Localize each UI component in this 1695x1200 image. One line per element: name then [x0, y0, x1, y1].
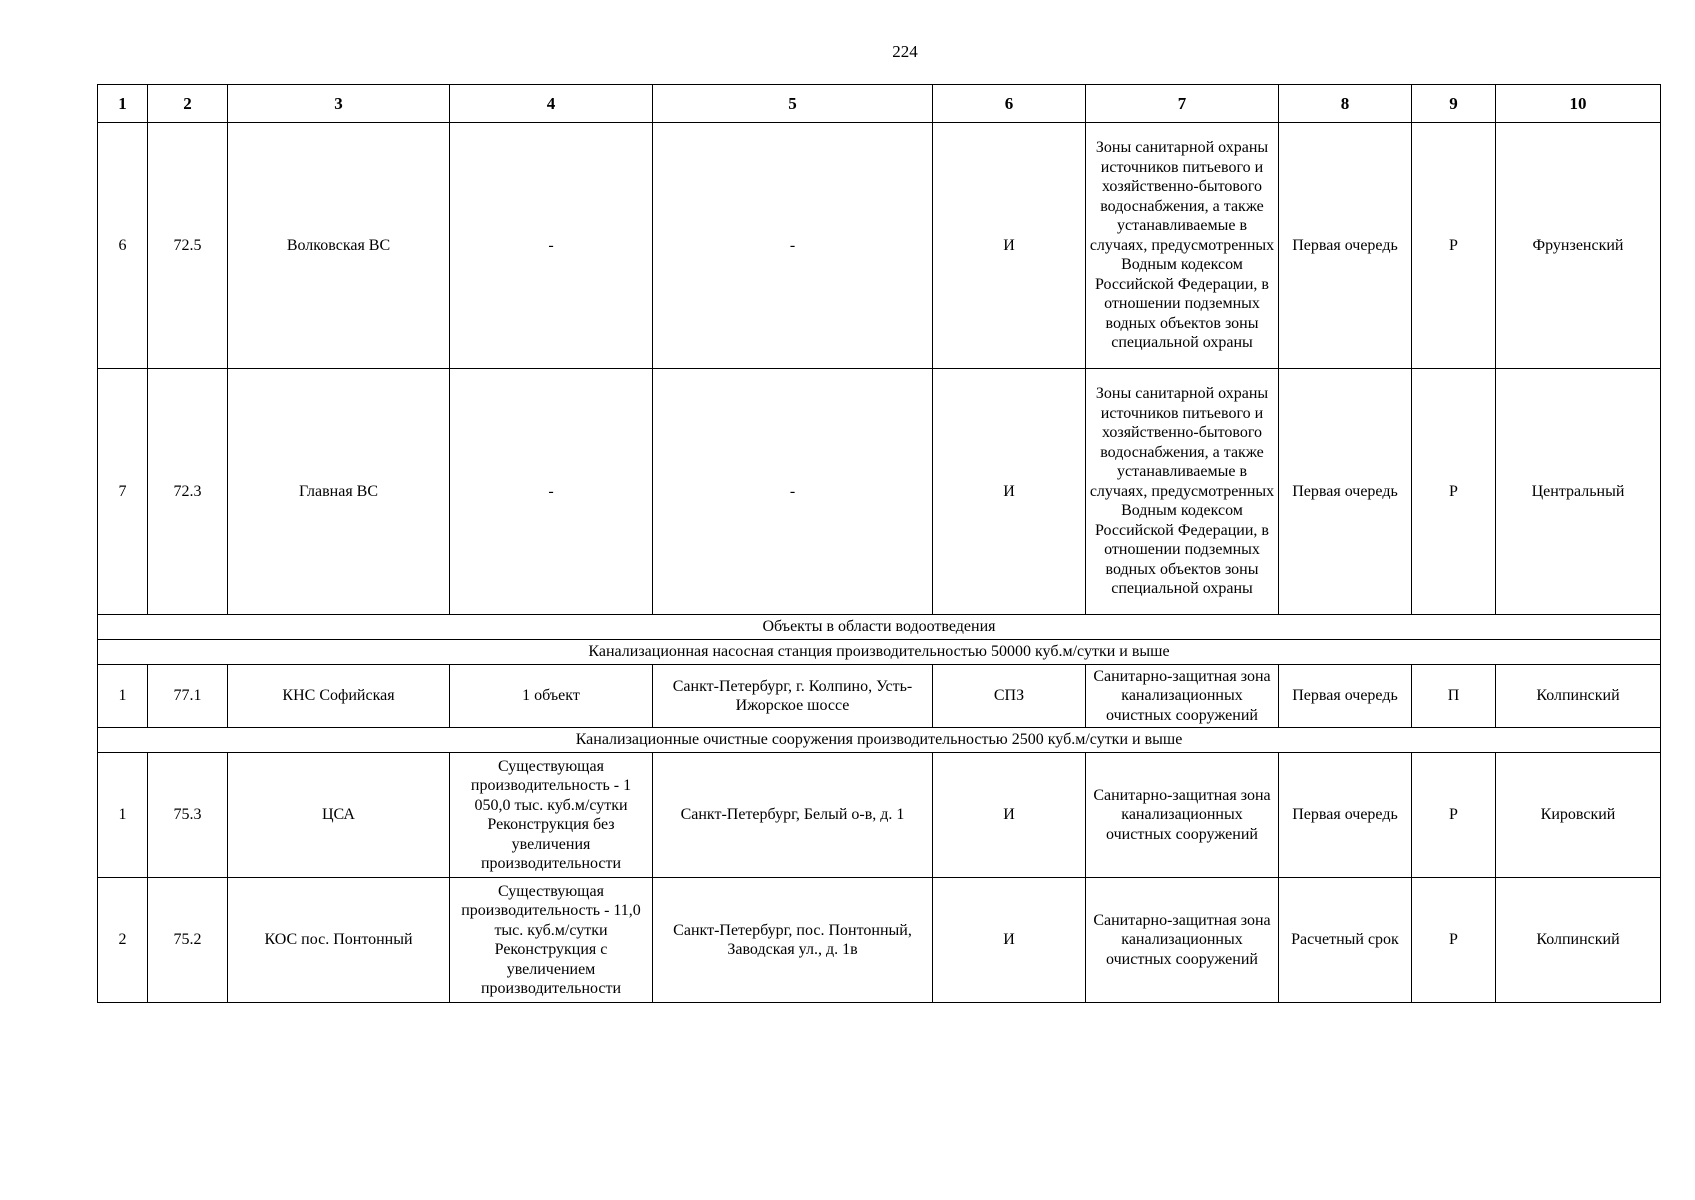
header-cell: 6 — [933, 85, 1086, 123]
row-number: 1 — [98, 753, 148, 878]
subsection-row — [98, 728, 1661, 753]
capacity: Существующая производительность - 11,0 тыс. куб.м/сутки Реконструкция с увеличением производительности — [450, 878, 653, 1003]
stage: Расчетный срок — [1279, 878, 1412, 1003]
object-name: ЦСА — [228, 753, 450, 878]
status: СПЗ — [933, 665, 1086, 728]
object-code: 77.1 — [148, 665, 228, 728]
status: И — [933, 369, 1086, 615]
row-number: 6 — [98, 123, 148, 369]
zone-description: Зоны санитарной охраны источников питьевого и хозяйственно-бытового водоснабжения, а также устанавливаемые в случаях, предусмотренных Водным кодексом Российской Федерации, в отношении подземных водных объектов зоны специальной охраны — [1086, 123, 1279, 369]
header-cell: 8 — [1279, 85, 1412, 123]
status: И — [933, 878, 1086, 1003]
subsection-row — [98, 640, 1661, 665]
level: П — [1412, 665, 1496, 728]
capacity: - — [450, 369, 653, 615]
object-name: КОС пос. Понтонный — [228, 878, 450, 1003]
location: Санкт-Петербург, г. Колпино, Усть-Ижорское шоссе — [653, 665, 933, 728]
section-title: Объекты в области водоотведения — [98, 615, 1661, 640]
header-cell: 4 — [450, 85, 653, 123]
zone-description: Санитарно-защитная зона канализационных очистных сооружений — [1086, 878, 1279, 1003]
object-code: 72.3 — [148, 369, 228, 615]
object-name: Главная ВС — [228, 369, 450, 615]
row-number: 2 — [98, 878, 148, 1003]
status: И — [933, 123, 1086, 369]
level: Р — [1412, 123, 1496, 369]
object-code: 75.3 — [148, 753, 228, 878]
table-row — [98, 123, 1661, 369]
objects-table — [97, 84, 1661, 1003]
subsection-title: Канализационные очистные сооружения производительностью 2500 куб.м/сутки и выше — [98, 728, 1661, 753]
row-number: 1 — [98, 665, 148, 728]
header-row — [98, 85, 1661, 123]
header-cell: 7 — [1086, 85, 1279, 123]
table-row — [98, 878, 1661, 1003]
district: Кировский — [1496, 753, 1661, 878]
district: Колпинский — [1496, 665, 1661, 728]
location: Санкт-Петербург, пос. Понтонный, Заводская ул., д. 1в — [653, 878, 933, 1003]
stage: Первая очередь — [1279, 665, 1412, 728]
table-row — [98, 369, 1661, 615]
status: И — [933, 753, 1086, 878]
level: Р — [1412, 878, 1496, 1003]
district: Колпинский — [1496, 878, 1661, 1003]
object-name: КНС Софийская — [228, 665, 450, 728]
location: - — [653, 123, 933, 369]
zone-description: Санитарно-защитная зона канализационных очистных сооружений — [1086, 753, 1279, 878]
location: Санкт-Петербург, Белый о-в, д. 1 — [653, 753, 933, 878]
zone-description: Зоны санитарной охраны источников питьевого и хозяйственно-бытового водоснабжения, а также устанавливаемые в случаях, предусмотренных Водным кодексом Российской Федерации, в отношении подземных водных объектов зоны специальной охраны — [1086, 369, 1279, 615]
district: Фрунзенский — [1496, 123, 1661, 369]
zone-description: Санитарно-защитная зона канализационных очистных сооружений — [1086, 665, 1279, 728]
page-number: 224 — [892, 42, 918, 61]
header-cell: 5 — [653, 85, 933, 123]
capacity: - — [450, 123, 653, 369]
row-number: 7 — [98, 369, 148, 615]
level: Р — [1412, 369, 1496, 615]
object-code: 72.5 — [148, 123, 228, 369]
section-row — [98, 615, 1661, 640]
header-cell: 9 — [1412, 85, 1496, 123]
district: Центральный — [1496, 369, 1661, 615]
table-row — [98, 753, 1661, 878]
level: Р — [1412, 753, 1496, 878]
header-cell: 1 — [98, 85, 148, 123]
table-row — [98, 665, 1661, 728]
object-code: 75.2 — [148, 878, 228, 1003]
header-cell: 3 — [228, 85, 450, 123]
stage: Первая очередь — [1279, 123, 1412, 369]
stage: Первая очередь — [1279, 369, 1412, 615]
header-cell: 2 — [148, 85, 228, 123]
subsection-title: Канализационная насосная станция производительностью 50000 куб.м/сутки и выше — [98, 640, 1661, 665]
object-name: Волковская ВС — [228, 123, 450, 369]
header-cell: 10 — [1496, 85, 1661, 123]
capacity: Существующая производительность - 1 050,0 тыс. куб.м/сутки Реконструкция без увеличения производительности — [450, 753, 653, 878]
stage: Первая очередь — [1279, 753, 1412, 878]
location: - — [653, 369, 933, 615]
capacity: 1 объект — [450, 665, 653, 728]
